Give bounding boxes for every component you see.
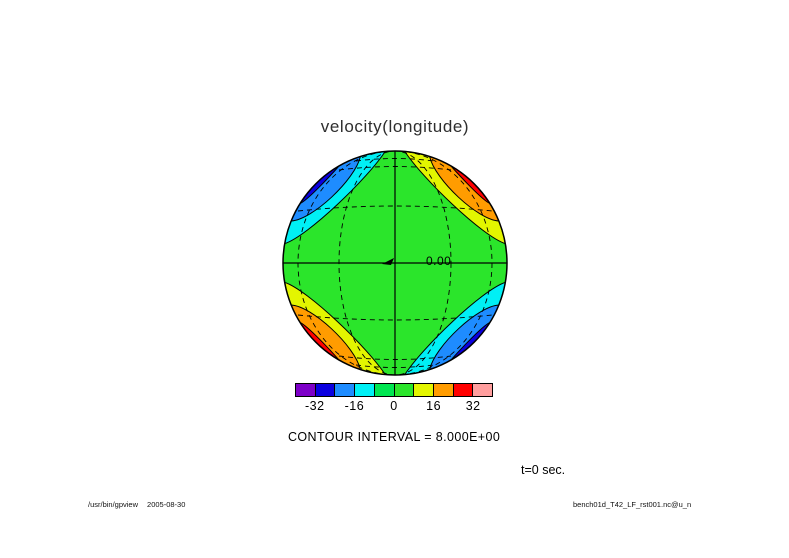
colorbar-tick-label: 32 <box>465 399 481 413</box>
footer-filename: bench01d_T42_LF_rst001.nc@u_n <box>573 500 692 509</box>
colorbar-tick-label: -32 <box>305 399 325 413</box>
colorbar-cell <box>295 383 316 397</box>
globe-svg <box>270 138 520 388</box>
colorbar-tick-label: 16 <box>426 399 442 413</box>
colorbar-cell <box>354 383 375 397</box>
colorbar-cell <box>334 383 355 397</box>
globe-plot <box>270 138 520 388</box>
colorbar-cell <box>453 383 474 397</box>
colorbar <box>295 383 493 397</box>
command-path: /usr/bin/gpview <box>88 500 139 509</box>
colorbar-cell <box>413 383 434 397</box>
colorbar-cell <box>374 383 395 397</box>
time-label: t=0 sec. <box>521 463 566 477</box>
colorbar-tick-label: -16 <box>344 399 365 413</box>
footer-date: 2005-08-30 <box>147 500 186 509</box>
colorbar-cell <box>315 383 336 397</box>
colorbar-cell <box>433 383 454 397</box>
plot-title: velocity(longitude) <box>320 117 470 136</box>
colorbar-cell <box>394 383 415 397</box>
zero-contour-label: 0.00 <box>426 254 452 268</box>
colorbar-tick-label: 0 <box>390 399 398 413</box>
footer-command-line <box>88 500 185 509</box>
contour-interval-note: CONTOUR INTERVAL = 8.000E+00 <box>288 430 501 444</box>
colorbar-cell <box>472 383 493 397</box>
colorbar-tick-labels <box>295 399 493 414</box>
